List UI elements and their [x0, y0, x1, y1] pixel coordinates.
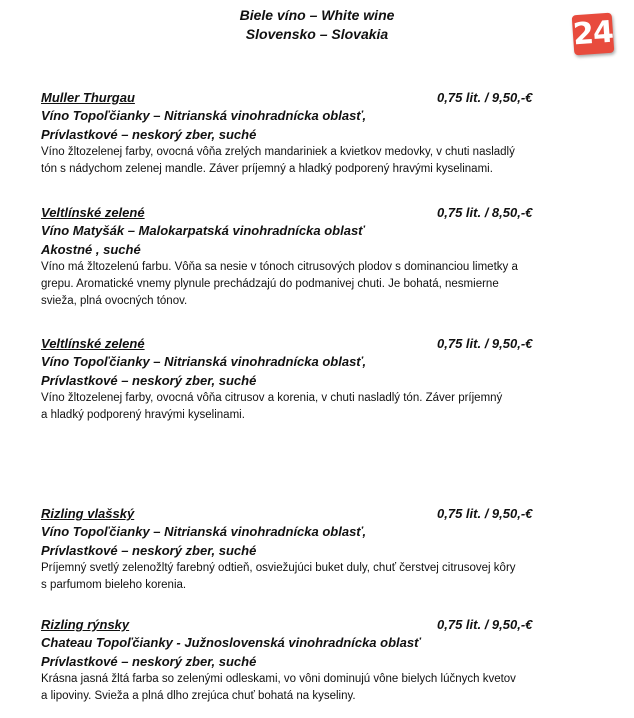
- wine-region: Víno Topoľčianky – Nitrianská vinohradnícka oblasť,: [41, 108, 367, 123]
- header-title: Biele víno – White wine: [239, 7, 395, 23]
- wine-name: Rizling vlašský: [41, 506, 135, 521]
- wine-entry: [41, 616, 601, 705]
- wine-entry: [41, 505, 601, 594]
- wine-description: [41, 560, 601, 594]
- description-line: grepu. Aromatické vnemy plynule prechádzajú do podmanivej chuti. Je bohatá, nesmierne: [41, 278, 499, 290]
- wine-region: Chateau Topoľčianky - Južnoslovenská vinohradnícka oblasť: [41, 635, 421, 650]
- wine-name: Rizling rýnsky: [41, 617, 130, 632]
- wine-price: 0,75 lit. / 9,50,-€: [437, 617, 533, 632]
- wine-price: 0,75 lit. / 9,50,-€: [437, 90, 533, 105]
- description-line: Víno žltozelenej farby, ovocná vôňa citrusov a korenia, v chuti nasladlý tón. Záver príjemný: [41, 392, 503, 404]
- wine-quality: Prívlastkové – neskorý zber, suché: [41, 543, 257, 558]
- description-line: Víno má žltozelenú farbu. Vôňa sa nesie v tónoch citrusových plodov s dominanciou limetky a: [41, 261, 518, 273]
- description-line: a hladký podporený hravými kyselinami.: [41, 409, 245, 421]
- wine-price: 0,75 lit. / 8,50,-€: [437, 205, 533, 220]
- description-line: a lipoviny. Svieža a plná dlho zrejúca chuť bohatá na kyseliny.: [41, 690, 356, 702]
- description-line: svieža, plná ovocných tónov.: [41, 295, 188, 307]
- description-line: tón s nádychom zelenej mandle. Záver príjemný a hladký podporený hravými kyselinami.: [41, 163, 493, 175]
- wine-description: [41, 671, 601, 705]
- wine-region: Víno Topoľčianky – Nitrianská vinohradnícka oblasť,: [41, 524, 367, 539]
- wine-description: [41, 259, 601, 310]
- description-line: Príjemný svetlý zelenožltý farebný odtieň, osviežujúci buket duly, chuť čerstvej citrusovej kôry: [41, 562, 516, 574]
- wine-price: 0,75 lit. / 9,50,-€: [437, 336, 533, 351]
- wine-price: 0,75 lit. / 9,50,-€: [437, 506, 533, 521]
- description-line: Víno žltozelenej farby, ovocná vôňa zrelých mandariniek a kvietkov medovky, v chuti nasladlý: [41, 146, 515, 158]
- description-line: Krásna jasná žltá farba so zelenými odleskami, vo vôni dominujú vône bielych lúčnych kvetov: [41, 673, 516, 685]
- description-line: s parfumom bieleho korenia.: [41, 579, 187, 591]
- wine-name: Muller Thurgau: [41, 90, 135, 105]
- wine-quality: Akostné , suché: [41, 242, 141, 257]
- wine-region: Víno Topoľčianky – Nitrianská vinohradnícka oblasť,: [41, 354, 367, 369]
- logo-24: 24: [572, 13, 615, 56]
- wine-quality: Prívlastkové – neskorý zber, suché: [41, 373, 257, 388]
- wine-entry: [41, 335, 601, 424]
- wine-quality: Prívlastkové – neskorý zber, suché: [41, 654, 257, 669]
- wine-entry: [41, 89, 601, 178]
- wine-name: Veltlínské zelené: [41, 205, 145, 220]
- wine-quality: Prívlastkové – neskorý zber, suché: [41, 127, 257, 142]
- wine-region: Víno Matyšák – Malokarpatská vinohradnícka oblasť: [41, 223, 365, 238]
- menu-header: [0, 6, 634, 44]
- header-subtitle: Slovensko – Slovakia: [245, 26, 389, 42]
- wine-entry: [41, 204, 601, 310]
- wine-description: [41, 144, 601, 178]
- wine-name: Veltlínské zelené: [41, 336, 145, 351]
- wine-description: [41, 390, 601, 424]
